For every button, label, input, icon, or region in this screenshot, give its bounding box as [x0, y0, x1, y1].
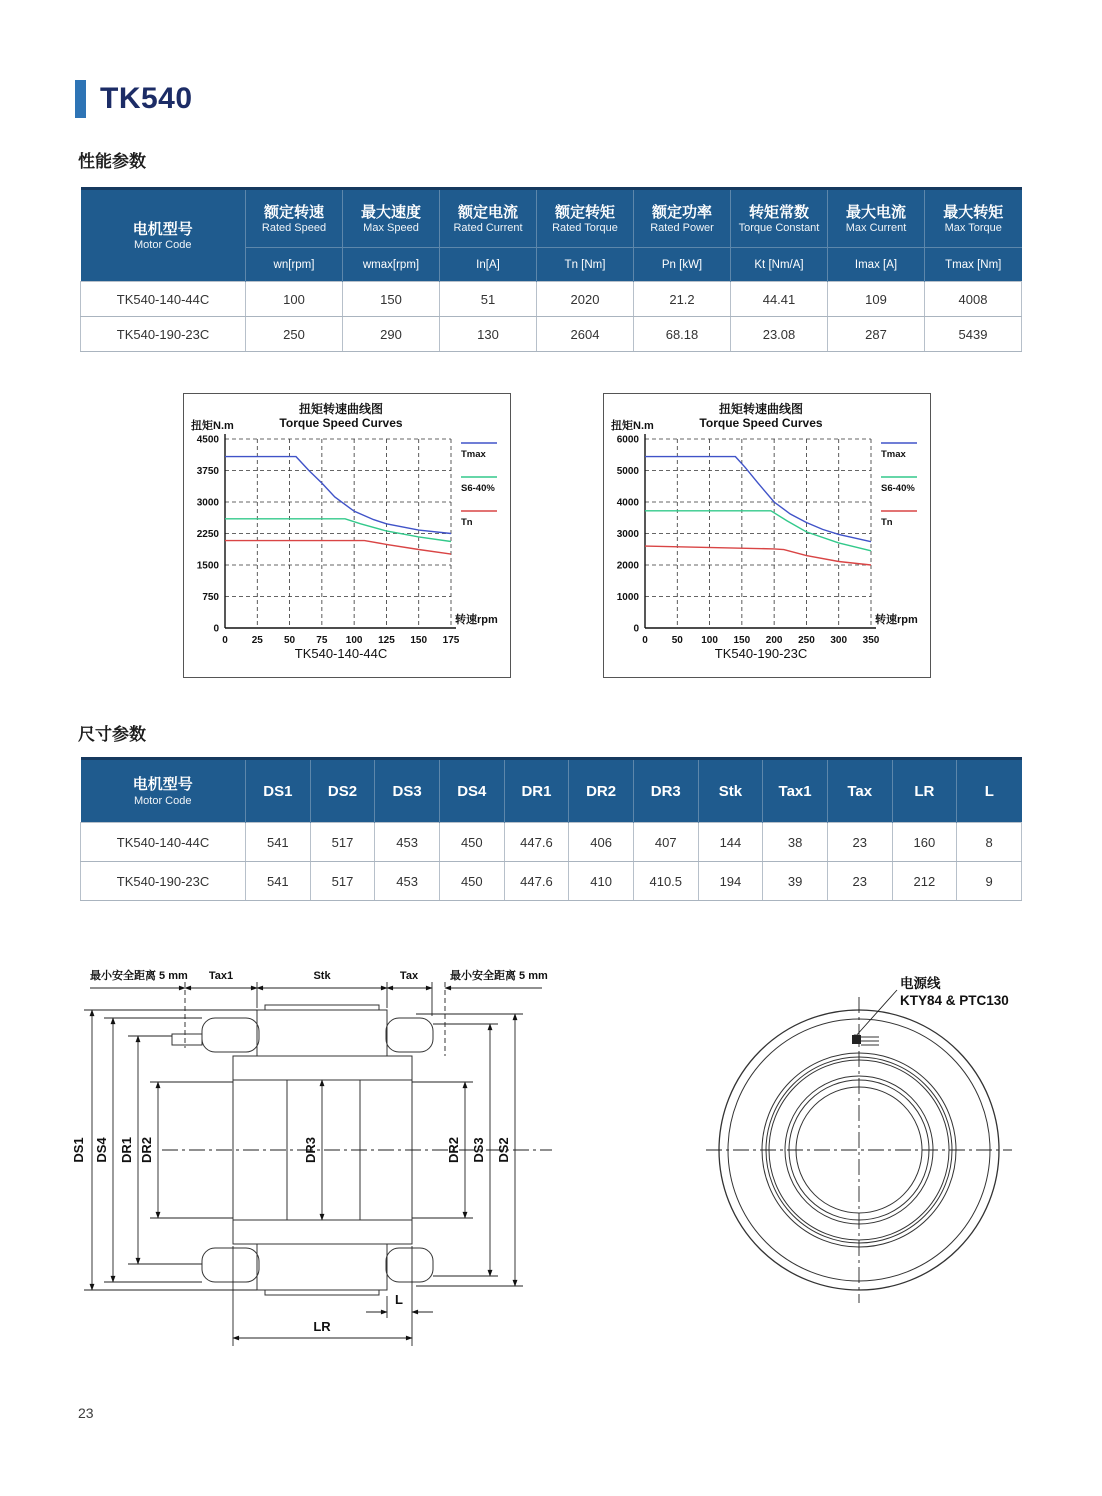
- svg-text:200: 200: [765, 635, 783, 646]
- dr3-label: DR3: [303, 1136, 318, 1164]
- col-header: Tax: [827, 759, 892, 823]
- svg-text:25: 25: [251, 635, 263, 646]
- unit-header: Tn [Nm]: [537, 248, 634, 282]
- table-cell: 287: [828, 317, 925, 352]
- table-cell: 541: [246, 862, 311, 901]
- table-cell: 517: [310, 823, 375, 862]
- svg-text:Torque Speed Curves: Torque Speed Curves: [279, 416, 403, 430]
- rotor-ring-bottom: [233, 1220, 412, 1244]
- col-header: 额定功率 Rated Power: [634, 189, 731, 248]
- col-header: 额定电流 Rated Current: [440, 189, 537, 248]
- col-header: 额定转矩 Rated Torque: [537, 189, 634, 248]
- table-row: [81, 823, 1022, 862]
- svg-text:Tmax: Tmax: [881, 449, 906, 460]
- svg-text:转速rpm: 转速rpm: [875, 614, 918, 626]
- table-cell: 447.6: [504, 823, 569, 862]
- table-cell: 194: [698, 862, 763, 901]
- col-header: 额定转速 Rated Speed: [246, 189, 343, 248]
- svg-text:250: 250: [798, 635, 815, 646]
- svg-text:扭矩转速曲线图: 扭矩转速曲线图: [298, 402, 384, 416]
- header-en: Motor Code: [134, 239, 192, 252]
- svg-text:0: 0: [633, 623, 639, 635]
- table-cell: 2020: [537, 282, 634, 317]
- table-cell: 23: [827, 862, 892, 901]
- svg-text:扭矩转速曲线图: 扭矩转速曲线图: [718, 402, 804, 416]
- svg-text:TK540-190-23C: TK540-190-23C: [714, 646, 808, 661]
- table-cell: 39: [763, 862, 828, 901]
- table-cell: 68.18: [634, 317, 731, 352]
- torque-speed-chart-140-44C: [183, 393, 511, 683]
- svg-text:4000: 4000: [616, 497, 639, 509]
- col-header: DS3: [375, 759, 440, 823]
- torque-speed-chart-190-23C: [603, 393, 931, 683]
- table-cell: 212: [892, 862, 957, 901]
- svg-text:转速rpm: 转速rpm: [455, 614, 498, 626]
- col-header: Stk: [698, 759, 763, 823]
- performance-table-wrap: [80, 187, 1022, 352]
- end-winding-top-left: [202, 1018, 259, 1052]
- svg-text:5000: 5000: [616, 466, 639, 477]
- svg-text:50: 50: [284, 635, 296, 646]
- unit-header: wmax[rpm]: [343, 248, 440, 282]
- motor-code-cell: TK540-190-23C: [81, 862, 246, 901]
- svg-text:Torque Speed Curves: Torque Speed Curves: [699, 416, 823, 430]
- col-header: 最大电流 Max Current: [828, 189, 925, 248]
- table-row: [81, 282, 1022, 317]
- l-label: L: [395, 1292, 403, 1307]
- svg-text:50: 50: [671, 635, 683, 646]
- motor-code-cell: TK540-190-23C: [81, 317, 246, 352]
- col-header-motor-code: [81, 189, 246, 282]
- table-row: [81, 317, 1022, 352]
- svg-text:3750: 3750: [196, 466, 219, 477]
- tax1-label: Tax1: [208, 970, 234, 982]
- table-cell: 2604: [537, 317, 634, 352]
- dimension-drawing-wrap: [66, 952, 1036, 1367]
- col-header: DR3: [633, 759, 698, 823]
- dimension-drawing: [66, 952, 1036, 1362]
- col-header: DS2: [310, 759, 375, 823]
- ds2-label: DS2: [496, 1137, 511, 1163]
- svg-text:750: 750: [202, 592, 219, 603]
- section-performance-label: 性能参数: [78, 152, 146, 171]
- lr-label: LR: [313, 1319, 331, 1334]
- svg-text:0: 0: [213, 623, 219, 635]
- table-cell: 51: [440, 282, 537, 317]
- sensor-callout: KTY84 & PTC130: [900, 993, 1009, 1008]
- table-cell: 406: [569, 823, 634, 862]
- unit-header: wn[rpm]: [246, 248, 343, 282]
- table-cell: 290: [343, 317, 440, 352]
- svg-text:3000: 3000: [196, 497, 219, 509]
- col-header: DR2: [569, 759, 634, 823]
- tax-label: Tax: [399, 970, 419, 982]
- col-header: DS1: [246, 759, 311, 823]
- safety-distance-right-label: 最小安全距离 5 mm: [450, 970, 548, 982]
- svg-text:扭矩N.m: 扭矩N.m: [191, 420, 234, 432]
- col-header: L: [957, 759, 1022, 823]
- svg-text:Tn: Tn: [461, 517, 473, 528]
- col-header: LR: [892, 759, 957, 823]
- table-cell: 541: [246, 823, 311, 862]
- table-cell: 23.08: [731, 317, 828, 352]
- svg-text:0: 0: [222, 635, 228, 646]
- table-cell: 453: [375, 862, 440, 901]
- svg-text:2250: 2250: [196, 529, 219, 540]
- svg-text:TK540-140-44C: TK540-140-44C: [294, 646, 388, 661]
- table-row: [81, 862, 1022, 901]
- col-header: 转矩常数 Torque Constant: [731, 189, 828, 248]
- col-header: DS4: [439, 759, 504, 823]
- svg-text:2000: 2000: [616, 560, 639, 572]
- table-cell: 410: [569, 862, 634, 901]
- svg-text:350: 350: [862, 635, 880, 646]
- ds4-label: DS4: [94, 1137, 109, 1163]
- svg-text:1500: 1500: [196, 560, 219, 572]
- table-cell: 453: [375, 823, 440, 862]
- table-cell: 447.6: [504, 862, 569, 901]
- unit-header: Pn [kW]: [634, 248, 731, 282]
- power-cable: [172, 1034, 202, 1045]
- ds3-label: DS3: [471, 1137, 486, 1163]
- motor-code-cell: TK540-140-44C: [81, 282, 246, 317]
- col-header-motor-code: 电机型号 Motor Code: [81, 759, 246, 823]
- svg-text:125: 125: [378, 635, 395, 646]
- table-cell: 517: [310, 862, 375, 901]
- page-title: TK540: [100, 82, 193, 115]
- dr2-right-label: DR2: [446, 1136, 461, 1164]
- unit-header: In[A]: [440, 248, 537, 282]
- svg-text:75: 75: [316, 635, 328, 646]
- col-header: DR1: [504, 759, 569, 823]
- table-cell: 44.41: [731, 282, 828, 317]
- header-zh: 电机型号: [132, 220, 193, 238]
- table-cell: 8: [957, 823, 1022, 862]
- unit-header: Tmax [Nm]: [925, 248, 1022, 282]
- table-cell: 9: [957, 862, 1022, 901]
- svg-text:扭矩N.m: 扭矩N.m: [611, 420, 654, 432]
- svg-text:1000: 1000: [616, 592, 639, 603]
- table-cell: 160: [892, 823, 957, 862]
- table-cell: 450: [439, 862, 504, 901]
- svg-text:150: 150: [410, 635, 428, 646]
- end-winding-bottom-left: [202, 1248, 259, 1282]
- table-cell: 109: [828, 282, 925, 317]
- power-cable-callout: 电源线: [900, 976, 941, 991]
- table-cell: 144: [698, 823, 763, 862]
- stk-label: Stk: [313, 970, 331, 982]
- section-dimensions-label: 尺寸参数: [78, 725, 146, 744]
- safety-distance-left-label: 最小安全距离 5 mm: [90, 970, 188, 982]
- table-cell: 250: [246, 317, 343, 352]
- col-header: 最大速度 Max Speed: [343, 189, 440, 248]
- svg-text:Tmax: Tmax: [461, 449, 486, 460]
- dimension-table: [80, 757, 1022, 901]
- page-number: 23: [78, 1405, 94, 1421]
- ds1-label: DS1: [71, 1137, 86, 1163]
- dimension-table-wrap: [80, 757, 1022, 901]
- table-cell: 450: [439, 823, 504, 862]
- dr2-left-label: DR2: [139, 1136, 154, 1164]
- performance-table: [80, 187, 1022, 352]
- table-cell: 21.2: [634, 282, 731, 317]
- svg-text:S6-40%: S6-40%: [461, 483, 495, 494]
- table-cell: 100: [246, 282, 343, 317]
- svg-text:6000: 6000: [616, 434, 639, 446]
- stator-stack-bottom: [257, 1244, 387, 1290]
- table-cell: 130: [440, 317, 537, 352]
- table-cell: 38: [763, 823, 828, 862]
- svg-text:0: 0: [642, 635, 648, 646]
- table-cell: 23: [827, 823, 892, 862]
- cross-section-view: [71, 968, 552, 1346]
- svg-text:Tn: Tn: [881, 517, 893, 528]
- svg-text:300: 300: [830, 635, 848, 646]
- col-header: Tax1: [763, 759, 828, 823]
- end-winding-top-right: [386, 1018, 433, 1052]
- svg-text:100: 100: [345, 635, 363, 646]
- svg-text:150: 150: [733, 635, 751, 646]
- title-block: [75, 80, 193, 118]
- unit-header: Imax [A]: [828, 248, 925, 282]
- title-accent-bar: [75, 80, 86, 118]
- front-view: [706, 975, 1012, 1303]
- table-cell: 410.5: [633, 862, 698, 901]
- col-header: 最大转矩 Max Torque: [925, 189, 1022, 248]
- end-winding-bottom-right: [386, 1248, 433, 1282]
- table-cell: 407: [633, 823, 698, 862]
- svg-text:175: 175: [442, 635, 460, 646]
- table-cell: 5439: [925, 317, 1022, 352]
- motor-code-cell: TK540-140-44C: [81, 823, 246, 862]
- svg-text:4500: 4500: [196, 434, 219, 446]
- svg-text:S6-40%: S6-40%: [881, 483, 915, 494]
- table-cell: 150: [343, 282, 440, 317]
- stator-stack-top: [257, 1010, 387, 1056]
- svg-text:3000: 3000: [616, 529, 639, 540]
- rotor-ring-top: [233, 1056, 412, 1080]
- dr1-label: DR1: [119, 1136, 134, 1164]
- unit-header: Kt [Nm/A]: [731, 248, 828, 282]
- table-cell: 4008: [925, 282, 1022, 317]
- svg-text:100: 100: [701, 635, 718, 646]
